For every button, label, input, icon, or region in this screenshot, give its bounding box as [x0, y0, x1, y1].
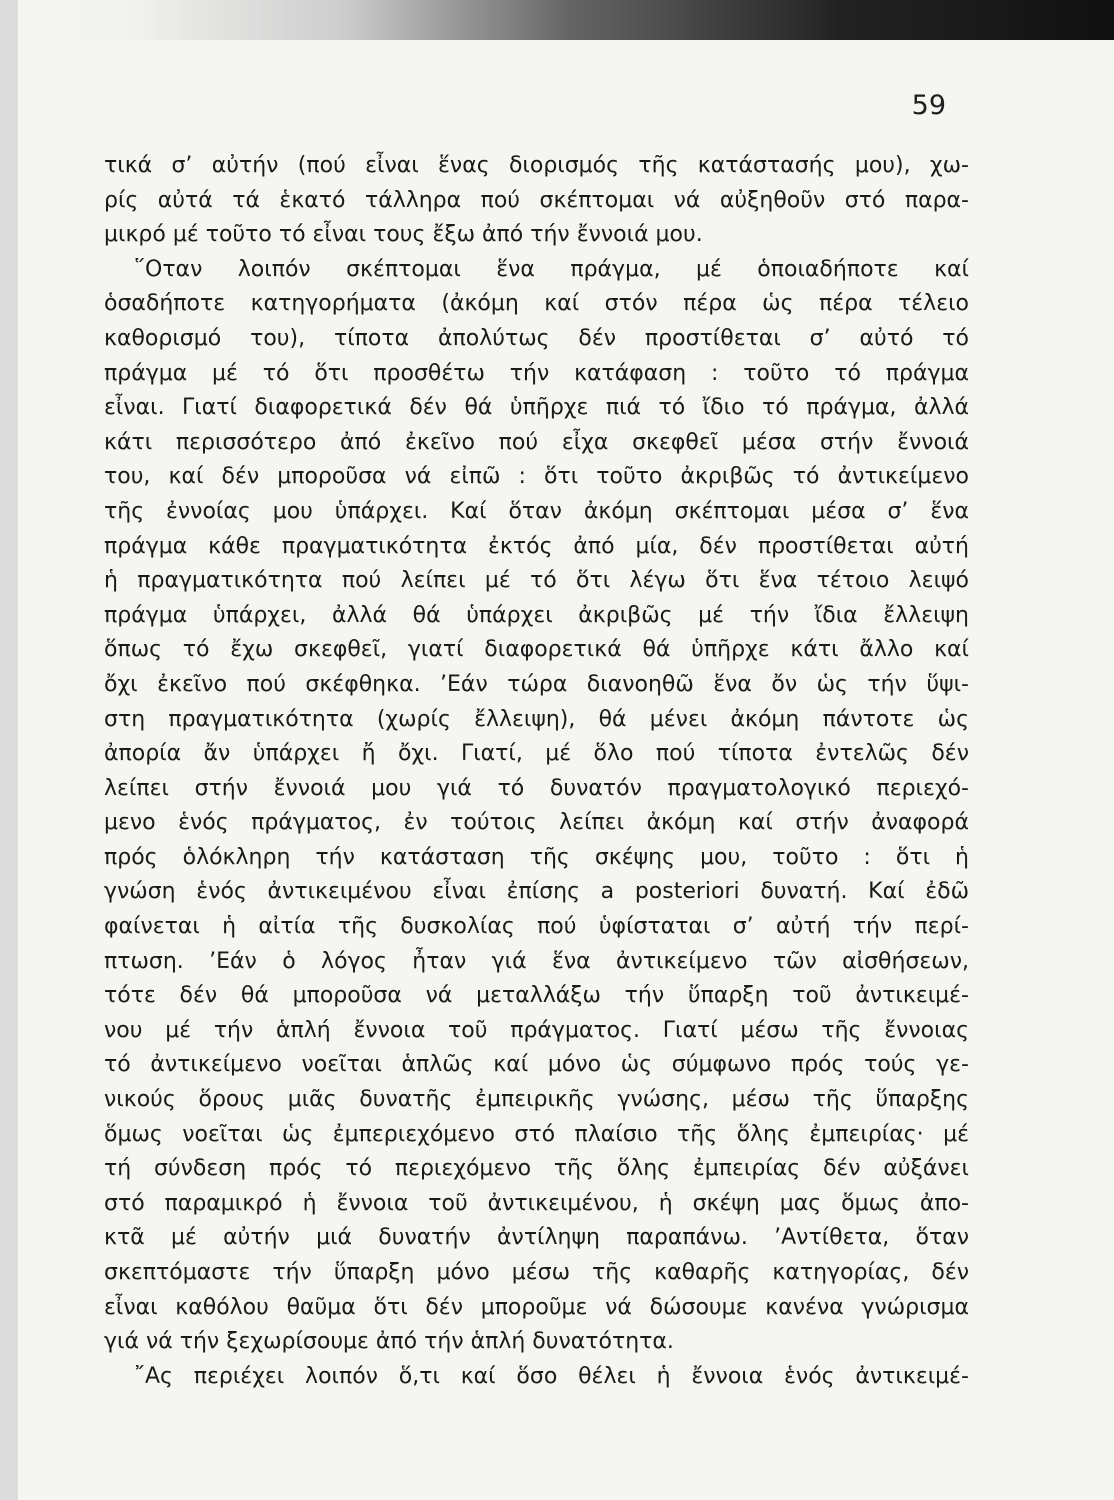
text-line: στη πραγματικότητα (χωρίς ἔλλειψη), θά μένει ἀκόμη πάντοτε ὡς	[104, 706, 969, 732]
text-line: πράγμα ὑπάρχει, ἀλλά θά ὑπάρχει ἀκριβῶς μέ τήν ἴδια ἔλλειψη	[104, 602, 969, 628]
text-line: κτᾶ μέ αὐτήν μιά δυνατήν ἀντίληψη παραπάνω. ’Αντίθετα, ὅταν	[104, 1225, 969, 1251]
text-line: πράγμα κάθε πραγματικότητα ἐκτός ἀπό μία, δέν προστίθεται αὐτή	[104, 533, 969, 559]
text-line: νου μέ τήν ἁπλή ἔννοια τοῦ πράγματος. Γιατί μέσω τῆς ἔννοιας	[104, 1017, 969, 1043]
text-line: ῎Ας περιέχει λοιπόν ὅ,τι καί ὅσο θέλει ἡ ἔννοια ἑνός ἀντικειμέ-	[134, 1363, 969, 1389]
book-page	[18, 0, 1114, 1500]
text-line: ἀπορία ἄν ὑπάρχει ἤ ὄχι. Γιατί, μέ ὅλο πού τίποτα ἐντελῶς δέν	[104, 741, 969, 767]
text-line: του, καί δέν μποροῦσα νά εἰπῶ : ὅτι τοῦτο ἀκριβῶς τό ἀντικείμενο	[104, 464, 969, 490]
scan-shadow-band	[18, 0, 1114, 40]
text-line: ῞Οταν λοιπόν σκέπτομαι ἕνα πράγμα, μέ ὁποιαδήποτε καί	[134, 256, 969, 282]
text-line: ρίς αὐτά τά ἑκατό τάλληρα πού σκέπτομαι νά αὐξηθοῦν στό παρα-	[104, 187, 969, 213]
text-line: ὄχι ἐκεῖνο πού σκέφθηκα. ’Εάν τώρα διανοηθῶ ἕνα ὄν ὡς τήν ὕψι-	[104, 671, 969, 697]
text-line: εἶναι. Γιατί διαφορετικά δέν θά ὑπῆρχε πιά τό ἴδιο τό πράγμα, ἀλλά	[104, 395, 969, 421]
text-line: πρός ὁλόκληρη τήν κατάσταση τῆς σκέψης μου, τοῦτο : ὅτι ἡ	[104, 844, 969, 870]
text-line: τό ἀντικείμενο νοεῖται ἁπλῶς καί μόνο ὡς σύμφωνο πρός τούς γε-	[104, 1052, 969, 1078]
text-line: μενο ἑνός πράγματος, ἐν τούτοις λείπει ἀκόμη καί στήν ἀναφορά	[104, 810, 969, 836]
text-line: πράγμα μέ τό ὅτι προσθέτω τήν κατάφαση : τοῦτο τό πράγμα	[104, 360, 969, 386]
page-number: 59	[911, 90, 946, 121]
text-line: νικούς ὅρους μιᾶς δυνατῆς ἐμπειρικῆς γνώσης, μέσω τῆς ὕπαρξης	[104, 1087, 969, 1113]
text-line: φαίνεται ἡ αἰτία τῆς δυσκολίας πού ὑφίσταται σ’ αὐτή τήν περί-	[104, 914, 969, 940]
text-line: στό παραμικρό ἡ ἔννοια τοῦ ἀντικειμένου, ἡ σκέψη μας ὅμως ἀπο-	[104, 1190, 969, 1216]
text-line: ἡ πραγματικότητα πού λείπει μέ τό ὅτι λέγω ὅτι ἕνα τέτοιο λειψό	[104, 568, 969, 594]
text-line: ὅπως τό ἔχω σκεφθεῖ, γιατί διαφορετικά θά ὑπῆρχε κάτι ἄλλο καί	[104, 637, 969, 663]
text-line: καθορισμό του), τίποτα ἀπολύτως δέν προστίθεται σ’ αὐτό τό	[104, 325, 969, 351]
text-line: μικρό μέ τοῦτο τό εἶναι τους ἔξω ἀπό τήν ἔννοιά μου.	[104, 222, 703, 248]
text-line: πτωση. ’Εάν ὁ λόγος ἦταν γιά ἕνα ἀντικείμενο τῶν αἰσθήσεων,	[104, 948, 969, 974]
text-line: σκεπτόμαστε τήν ὕπαρξη μόνο μέσω τῆς καθαρῆς κατηγορίας, δέν	[104, 1260, 969, 1285]
text-line: ὁσαδήποτε κατηγορήματα (ἀκόμη καί στόν πέρα ὡς πέρα τέλειο	[104, 291, 969, 317]
text-line: τότε δέν θά μποροῦσα νά μεταλλάξω τήν ὕπαρξη τοῦ ἀντικειμέ-	[104, 983, 969, 1009]
text-line: λείπει στήν ἔννοιά μου γιά τό δυνατόν πραγματολογικό περιεχό-	[104, 775, 969, 801]
text-line: ὅμως νοεῖται ὡς ἐμπεριεχόμενο στό πλαίσιο τῆς ὅλης ἐμπειρίας· μέ	[104, 1121, 969, 1147]
text-line: τικά σ’ αὐτήν (πού εἶναι ἕνας διορισμός τῆς κατάστασής μου), χω-	[104, 153, 969, 178]
text-line: γιά νά τήν ξεχωρίσουμε ἀπό τήν ἁπλή δυνατότητα.	[104, 1329, 674, 1355]
body-text	[104, 149, 969, 1394]
text-line: γνώση ἑνός ἀντικειμένου εἶναι ἐπίσης a posteriori δυνατή. Καί ἐδῶ	[104, 879, 969, 905]
text-line: τῆς ἐννοίας μου ὑπάρχει. Καί ὅταν ἀκόμη σκέπτομαι μέσα σ’ ἕνα	[104, 498, 969, 524]
text-line: εἶναι καθόλου θαῦμα ὅτι δέν μποροῦμε νά δώσουμε κανένα γνώρισμα	[104, 1294, 969, 1320]
text-line: τή σύνδεση πρός τό περιεχόμενο τῆς ὅλης ἐμπειρίας δέν αὐξάνει	[104, 1156, 969, 1182]
text-line: κάτι περισσότερο ἀπό ἐκεῖνο πού εἶχα σκεφθεῖ μέσα στήν ἔννοιά	[104, 429, 969, 455]
